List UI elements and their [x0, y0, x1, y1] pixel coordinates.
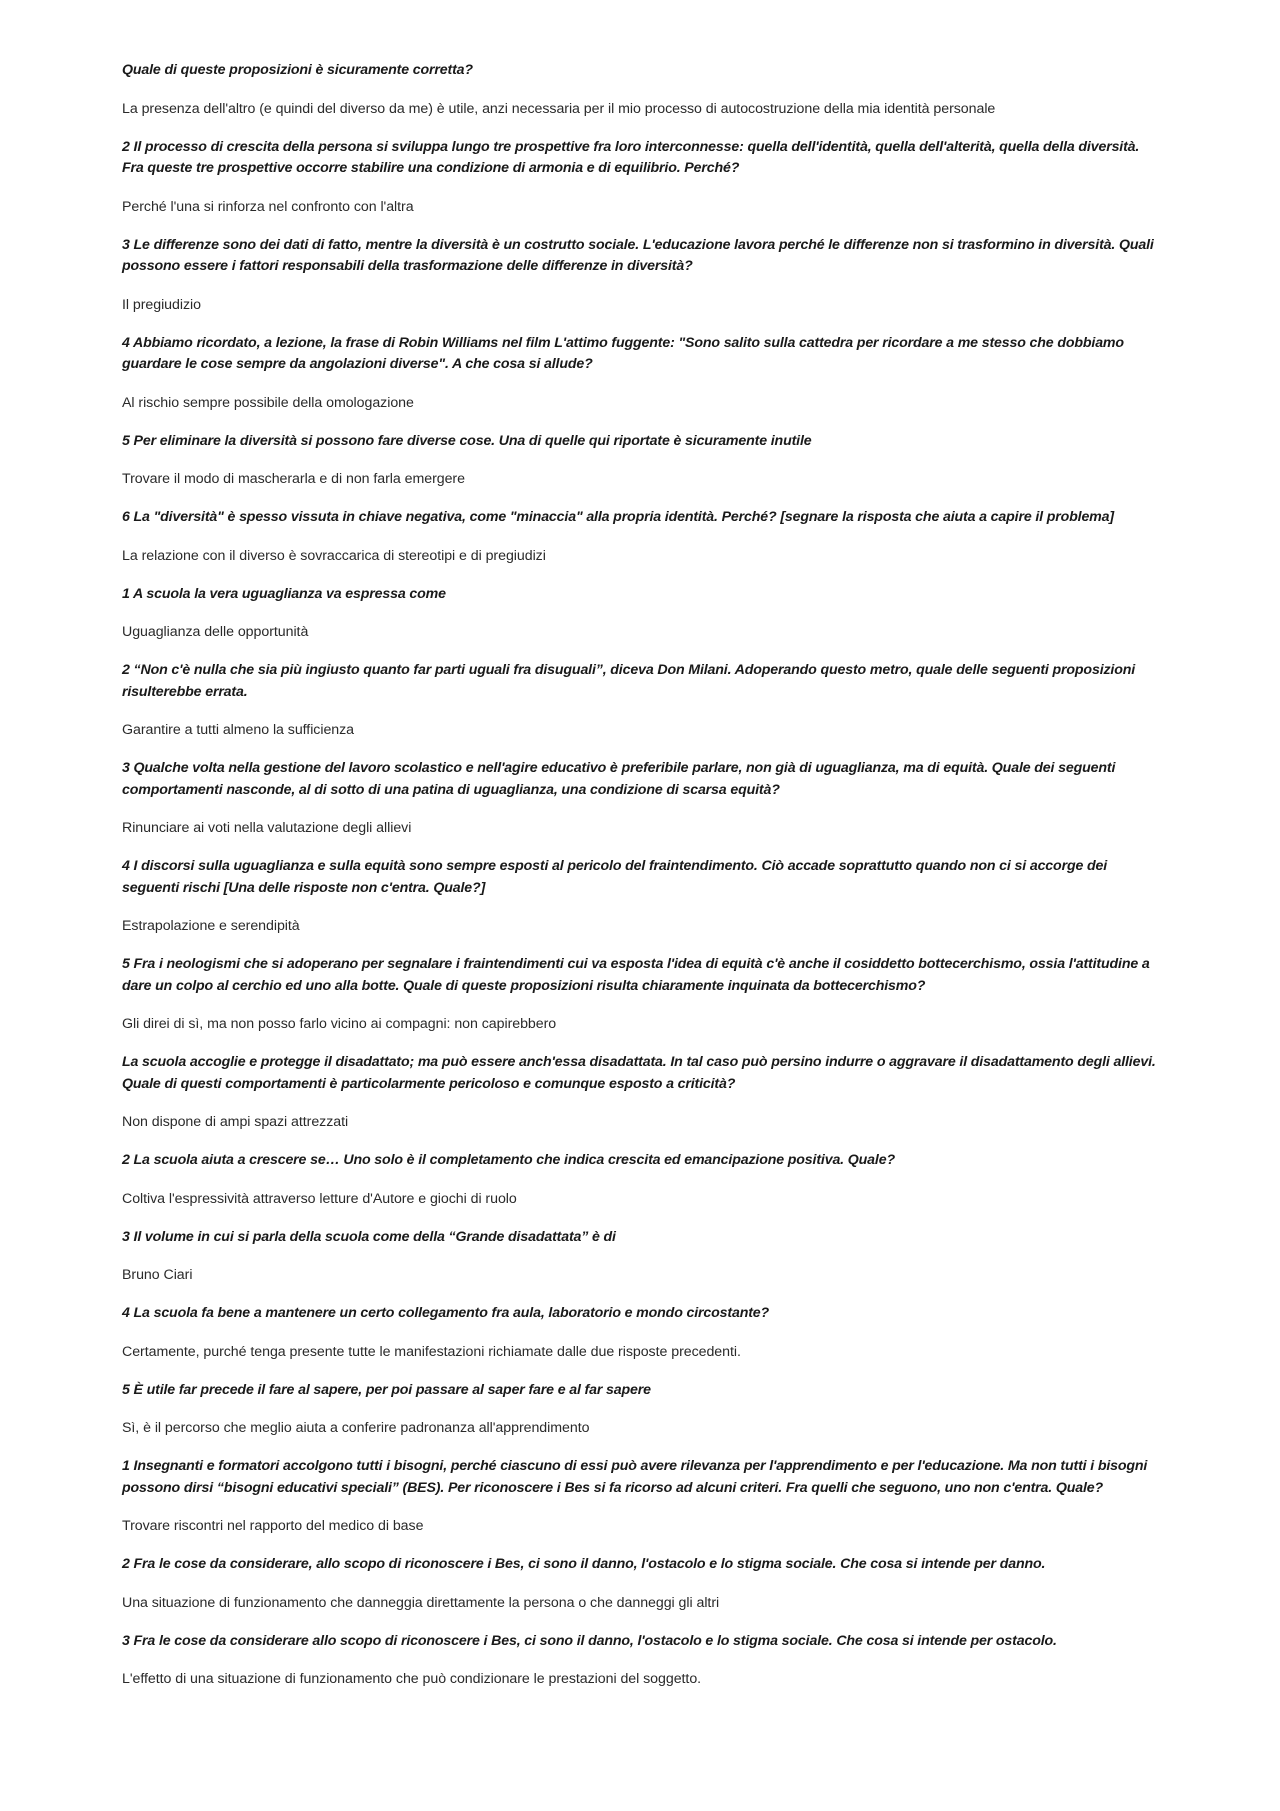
answer-text: Coltiva l'espressività attraverso letture d'Autore e giochi di ruolo: [122, 1190, 517, 1207]
question-text: 6 La "diversità" è spesso vissuta in chiave negativa, come "minaccia" alla propria identità. Perché? [segnare la risposta che aiuta a capire il problema]: [122, 509, 1114, 525]
question-text: 5 È utile far precede il fare al sapere, per poi passare al saper fare e al far sapere: [122, 1381, 651, 1398]
answer-text: Gli direi di sì, ma non posso farlo vicino ai compagni: non capirebbero: [122, 1016, 557, 1032]
answer-text: Sì, è il percorso che meglio aiuta a conferire padronanza all'apprendimento: [122, 1420, 590, 1436]
answer-text: Perché l'una si rinforza nel confronto con l'altra: [122, 198, 414, 215]
answer-text: La presenza dell'altro (e quindi del diverso da me) è utile, anzi necessaria per il mio processo di autocostruzione della mia identità personale: [122, 100, 996, 117]
question-text: 2 “Non c'è nulla che sia più ingiusto quanto far parti uguali fra disuguali”, diceva Don Milani. Adoperando questo metro, quale delle seguenti proposizioni risulterebbe errata.: [122, 662, 1136, 700]
question-text: 1 Insegnanti e formatori accolgono tutti i bisogni, perché ciascuno di essi può avere rilevanza per l'apprendimento e per l'educazione. Ma non tutti i bisogni possono dirsi “bisogni educativi speciali” (BES). Per riconoscere i Bes si fa ricorso ad alcuni criteri. Fra quelli che seguono, uno non c'entra. Quale?: [122, 1458, 1148, 1496]
question-text: La scuola accoglie e protegge il disadattato; ma può essere anch'essa disadattata. In tal caso può persino indurre o aggravare il disadattamento degli allievi. Quale di questi comportamenti è particolarmente pericoloso e comunque esposto a criticità?: [122, 1054, 1156, 1092]
question-text: 5 Per eliminare la diversità si possono fare diverse cose. Una di quelle qui riportate è sicuramente inutile: [122, 432, 812, 449]
question-text: 1 A scuola la vera uguaglianza va espressa come: [122, 585, 446, 602]
answer-text: Estrapolazione e serendipità: [122, 918, 300, 934]
question-text: 4 La scuola fa bene a mantenere un certo collegamento fra aula, laboratorio e mondo circostante?: [122, 1305, 770, 1321]
question-text: 4 I discorsi sulla uguaglianza e sulla equità sono sempre esposti al pericolo del fraintendimento. Ciò accade soprattutto quando non ci si accorge dei seguenti rischi [Una delle risposte non c'entra. Quale?]: [122, 858, 1108, 896]
answer-text: Il pregiudizio: [122, 296, 201, 313]
answer-text: La relazione con il diverso è sovraccarica di stereotipi e di pregiudizi: [122, 547, 546, 564]
answer-text: Trovare riscontri nel rapporto del medico di base: [122, 1518, 424, 1534]
answer-text: Al rischio sempre possibile della omologazione: [122, 394, 414, 411]
question-text: 2 Il processo di crescita della persona si sviluppa lungo tre prospettive fra loro interconnesse: quella dell'identità, quella dell'alterità, quella della diversità. Fra queste tre prospettive occorre stabilire una condizione di armonia e di equilibrio. Perché?: [122, 138, 1140, 176]
answer-text: Non dispone di ampi spazi attrezzati: [122, 1114, 349, 1130]
answer-text: Garantire a tutti almeno la sufficienza: [122, 722, 355, 738]
question-text: 3 Le differenze sono dei dati di fatto, mentre la diversità è un costrutto sociale. L'educazione lavora perché le differenze non si trasformino in diversità. Quali possono essere i fattori responsabili della trasformazione delle differenze in diversità?: [122, 236, 1154, 274]
question-text: 3 Qualche volta nella gestione del lavoro scolastico e nell'agire educativo è preferibile parlare, non già di uguaglianza, ma di equità. Quale dei seguenti comportamenti nasconde, al di sotto di una patina di uguaglianza, una condizione di scarsa equità?: [122, 760, 1116, 798]
question-text: 2 La scuola aiuta a crescere se… Uno solo è il completamento che indica crescita ed emancipazione positiva. Quale?: [122, 1152, 895, 1168]
question-text: 5 Fra i neologismi che si adoperano per segnalare i fraintendimenti cui va esposta l'idea di equità c'è anche il cosiddetto bottecerchismo, ossia l'attitudine a dare un colpo al cerchio ed uno alla botte. Quale di queste proposizioni risulta chiaramente inquinata da bottecerchismo?: [122, 956, 1150, 994]
answer-text: Uguaglianza delle opportunità: [122, 624, 309, 640]
question-text: 3 Fra le cose da considerare allo scopo di riconoscere i Bes, ci sono il danno, l'ostacolo e lo stigma sociale. Che cosa si intende per ostacolo.: [122, 1632, 1057, 1649]
answer-text: Certamente, purché tenga presente tutte le manifestazioni richiamate dalle due risposte precedenti.: [122, 1343, 741, 1360]
question-text: 4 Abbiamo ricordato, a lezione, la frase di Robin Williams nel film L'attimo fuggente: "Sono salito sulla cattedra per ricordare a me stesso che dobbiamo guardare le cose sempre da angolazioni diverse". A che cosa si allude?: [122, 334, 1124, 372]
answer-text: L'effetto di una situazione di funzionamento che può condizionare le prestazioni del soggetto.: [122, 1671, 702, 1687]
question-text: 2 Fra le cose da considerare, allo scopo di riconoscere i Bes, ci sono il danno, l'ostacolo e lo stigma sociale. Che cosa si intende per danno.: [122, 1556, 1046, 1572]
answer-text: Una situazione di funzionamento che danneggia direttamente la persona o che danneggi gli altri: [122, 1594, 720, 1611]
answer-text: Rinunciare ai voti nella valutazione degli allievi: [122, 820, 412, 836]
answer-text: Bruno Ciari: [122, 1267, 193, 1283]
question-text: Quale di queste proposizioni è sicuramente corretta?: [122, 62, 473, 78]
question-text: 3 Il volume in cui si parla della scuola come della “Grande disadattata” è di: [122, 1228, 616, 1245]
document-body: [122, 60, 1162, 1707]
answer-text: Trovare il modo di mascherarla e di non farla emergere: [122, 471, 465, 487]
